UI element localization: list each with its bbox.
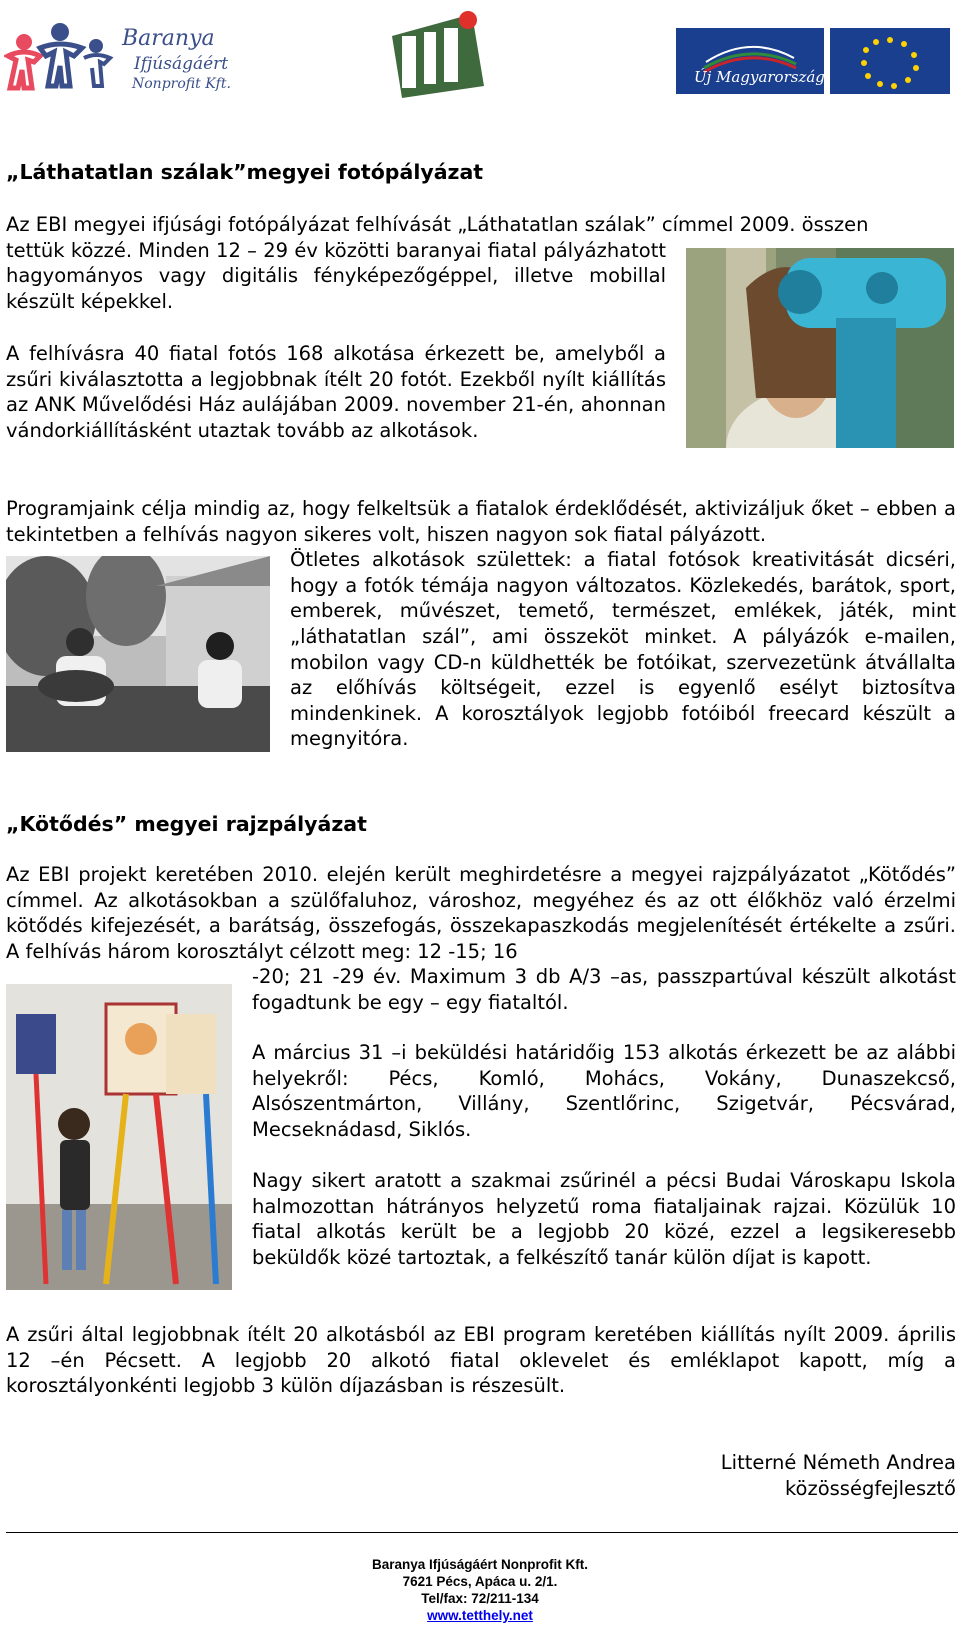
baranya-logo-sub1: Ifjúságáért xyxy=(134,54,229,74)
footer-phone: Tel/fax: 72/211-134 xyxy=(421,1591,539,1606)
section2-paragraph3: Nagy sikert aratott a szakmai zsűrinél a pécsi Budai Városkapu Iskola halmozottan hátrányos helyzetű roma fiataljainak rajzai. Közülük 10 fiatal alkotás került be a legjobb 20 közé, ezzel a legsikeresebb beküldők közé tartoztak, a felkészítő tanár külön díjat is kapott. xyxy=(252,1169,956,1269)
footer-address: 7621 Pécs, Apáca u. 2/1. xyxy=(402,1574,558,1589)
section1-paragraph1-line1: Az EBI megyei ifjúsági fotópályázat felhívását „Láthatatlan szálak” címmel 2009. összen xyxy=(6,213,869,236)
section1-paragraph2: A felhívásra 40 fiatal fotós 168 alkotása érkezett be, amelyből a zsűri kiválasztotta a legjobbnak ítélt 20 fotót. Ezekből nyílt kiállítás az ANK Művelődési Ház aulájában 2009. november 21-én, ahonnan vándorkiállításként utaztak tovább az alkotások. xyxy=(6,342,666,442)
section2-title: „Kötődés” megyei rajzpályázat xyxy=(6,812,367,836)
ebi-logo xyxy=(388,6,500,100)
section1-title: „Láthatatlan szálak”megyei fotópályázat xyxy=(6,160,484,184)
baranya-figures-icon xyxy=(4,18,124,98)
footer-org: Baranya Ifjúságáért Nonprofit Kft. xyxy=(371,1557,589,1572)
baranya-logo xyxy=(4,18,234,98)
footer-website-link[interactable]: www.tetthely.net xyxy=(427,1608,533,1623)
photo-girls-guitar xyxy=(6,556,270,752)
eu-flag-icon xyxy=(676,28,952,98)
section2-paragraph1-top: Az EBI projekt keretében 2010. elején került meghirdetésre a megyei rajzpályázatot „Kötődés” címmel. Az alkotásokban a szülőfaluhoz, városhoz, megyéhez és az ott élőkhöz való érzelmi kötődés kifejezését, a barátság, összefogás, összekapaszkodás megjelenítését értékelte a zsűri. A felhívás három korosztályt célzott meg: 12 -15; 16 xyxy=(6,863,956,963)
header-logos xyxy=(0,0,960,110)
signature-block xyxy=(721,1450,956,1501)
ebi-logo-icon xyxy=(388,6,500,100)
section1-paragraph1: tettük közzé. Minden 12 – 29 év közötti baranyai fiatal pályázhatott hagyományos vagy digitális fényképezőgéppel, illetve mobillal készült képekkel. xyxy=(6,238,666,313)
um-logo-text: Új Magyarország xyxy=(694,68,825,86)
baranya-logo-name: Baranya xyxy=(122,26,215,51)
baranya-logo-sub2: Nonprofit Kft. xyxy=(132,76,231,92)
section2-paragraph4: A zsűri által legjobbnak ítélt 20 alkotásból az EBI program keretében kiállítás nyílt 2009. április 12 –én Pécsett. A legjobb 20 alkotó fiatal oklevelet és emléklapot kapott, míg a korosztályonkénti legjobb 3 külön díjazásban is részesült. xyxy=(6,1323,956,1398)
section2-paragraph1-side: -20; 21 -29 év. Maximum 3 db A/3 –as, passzpartúval készült alkotást fogadtunk be egy – egy fiataltól. xyxy=(252,965,956,1014)
footer-divider xyxy=(6,1532,958,1533)
section2-paragraph2: A március 31 –i beküldési határidőig 153 alkotás érkezett be az alábbi helyekről: Pécs, Komló, Mohács, Vokány, Dunaszekcső, Alsószentmárton, Villány, Szentlőrinc, Szigetvár, Pécsvárad, Mecseknádasd, Siklós. xyxy=(252,1041,956,1141)
uj-magyarorszag-eu-logo xyxy=(676,28,952,98)
signature-role: közösségfejlesztő xyxy=(784,1476,956,1500)
section1-paragraph3-top: Programjaink célja mindig az, hogy felkeltsük a fiatalok érdeklődését, aktivizáljuk őket – ebben a tekintetben a felhívás nagyon sikeres volt, hiszen nagyon sok fiatal pályázott. xyxy=(6,497,956,546)
footer xyxy=(0,1556,960,1624)
signature-name: Litterné Németh Andrea xyxy=(720,1451,956,1474)
photo-binoculars xyxy=(686,248,954,448)
photo-child-easels xyxy=(6,984,232,1290)
section1-paragraph3-side: Ötletes alkotások születtek: a fiatal fotósok kreativitását dicséri, hogy a fotók témája nagyon változatos. Közlekedés, barátok, sport, emberek, művészet, temető, természet, emlékek, játék, mint „láthatatlan szál”, ami összeköt minket. A pályázók e-mailen, mobilon vagy CD-n küldhették be fotóikat, szervezetünk átvállalta az előhívás költségeit, ezzel is egyenlő esélyt biztosítva mindenkinek. A korosztályok legjobb fotóiból freecard készült a megnyitóra. xyxy=(290,548,956,751)
